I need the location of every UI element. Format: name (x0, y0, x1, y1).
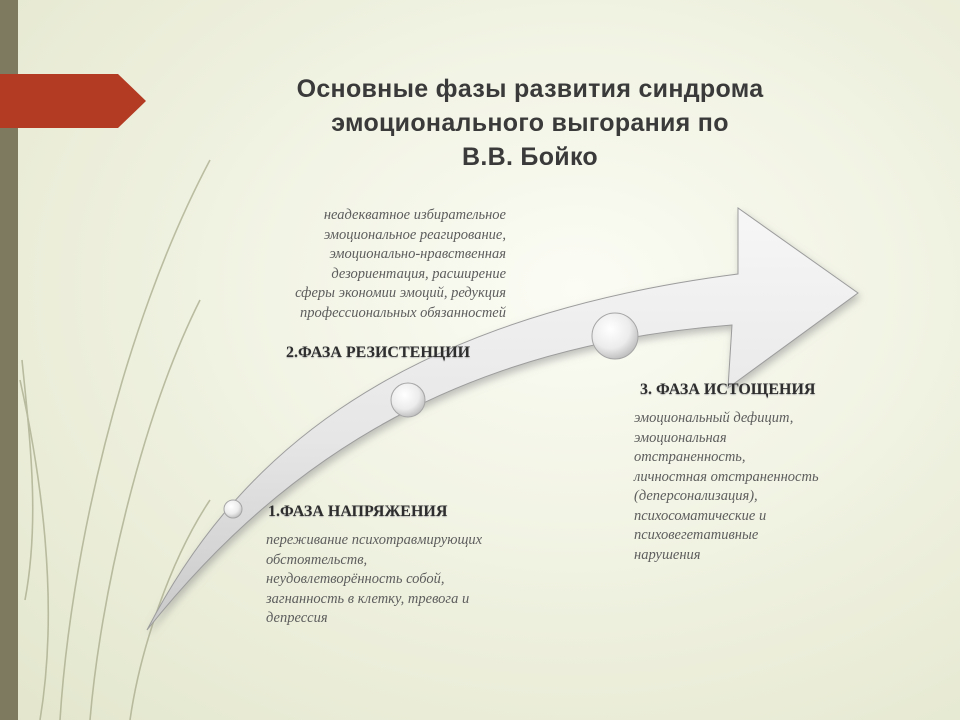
phase-1-label: 1.ФАЗА НАПРЯЖЕНИЯ (268, 503, 448, 520)
phase-3-desc-line: (деперсонализация), (634, 488, 758, 504)
phase-2-desc-line: профессиональных обязанностей (300, 304, 506, 321)
title-line-1: Основные фазы развития синдрома (296, 75, 764, 103)
phase-3-desc-line: психосоматические и (634, 507, 767, 524)
phase-3-label: 3. ФАЗА ИСТОЩЕНИЯ (640, 381, 816, 398)
title-line-3: В.В. Бойко (461, 143, 598, 171)
phase-2-label: 2.ФАЗА РЕЗИСТЕНЦИИ (286, 344, 471, 361)
phase-1-desc-line: переживание психотравмирующих (266, 532, 483, 548)
phase-2-desc-line: эмоционально-нравственная (329, 246, 506, 262)
phase-1-desc-line: депрессия (266, 610, 328, 626)
phase-3-desc-line: психовегетативные (634, 527, 759, 543)
phase-2-desc-line: эмоциональное реагирование, (323, 226, 506, 243)
phase-2-marker (391, 383, 425, 417)
phase-1-description (266, 531, 586, 629)
phase-3-marker (592, 313, 638, 359)
phase-3-desc-line: нарушения (634, 546, 701, 563)
phase-2-desc-line: дезориентация, расширение (331, 265, 506, 282)
phase-3-desc-line: отстраненность, (634, 449, 746, 465)
phase-3-desc-line: эмоциональный дефицит, (634, 410, 794, 426)
phase-1-desc-line: обстоятельств, (266, 551, 368, 568)
phase-3-desc-line: эмоциональная (634, 429, 727, 446)
phase-3-desc-line: личностная отстраненность (634, 468, 819, 485)
phase-2-desc-line: сферы экономии эмоций, редукция (295, 285, 506, 301)
phase-1-desc-line: неудовлетворённость собой, (266, 571, 445, 587)
phase-2-description (196, 206, 506, 323)
phase-1-desc-line: загнанность в клетку, тревога и (266, 590, 470, 607)
phase-1-marker (224, 500, 242, 518)
title-line-2: эмоционального выгорания по (331, 109, 729, 137)
phase-3-description (634, 409, 934, 565)
phase-2-desc-line: неадекватное избирательное (323, 207, 506, 223)
